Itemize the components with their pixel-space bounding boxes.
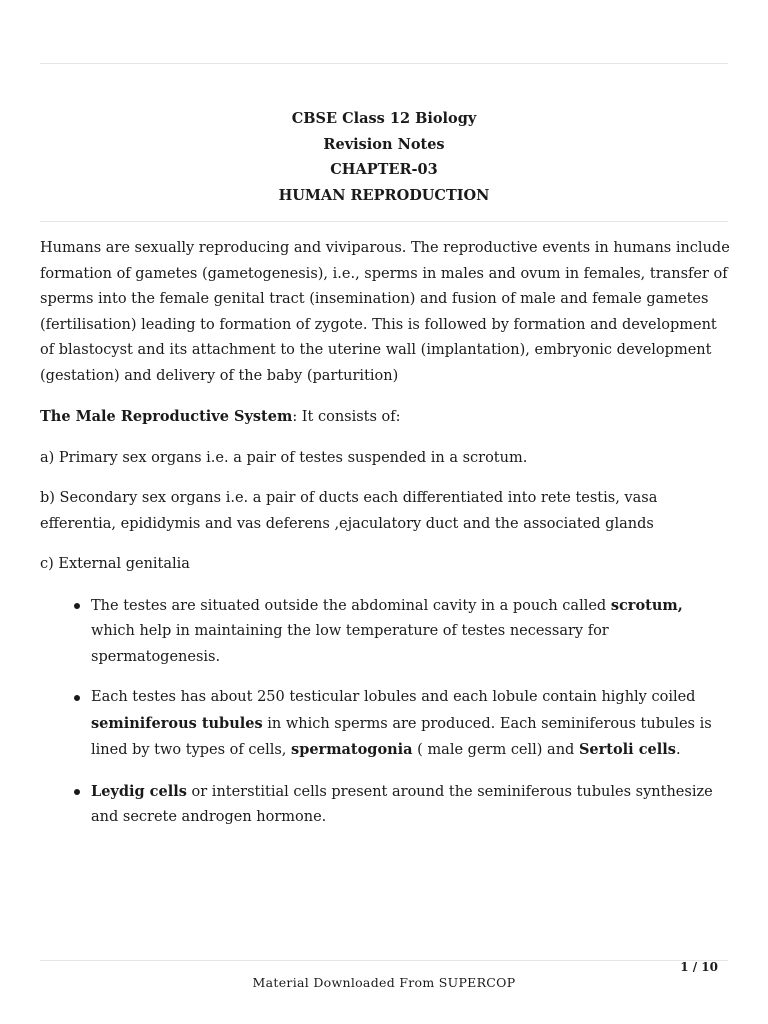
item-a-paragraph: a) Primary sex organs i.e. a pair of testes suspended in a scrotum. (40, 449, 528, 466)
bullet1-text-end: which help in maintaining the low temperature of testes necessary for spermatogenesis. (91, 623, 609, 665)
intro-paragraph: Humans are sexually reproducing and viviparous. The reproductive events in humans include formation of gametes (gametogenesis), i.e., sperms in males and ovum in females, transfer of sperms into the female genital tract (insemination) and fusion of male and female gametes (fertilisation) leading to formation of zygote. This is followed by formation and development of blastocyst and its attachment to the uterine wall (implantation), embryonic development (gestation) and delivery of the baby (parturition) (40, 240, 730, 384)
bullet1-text: The testes are situated outside the abdominal cavity in a pouch called (91, 597, 611, 614)
notes-subtitle: Revision Notes (323, 135, 445, 153)
document-body (40, 236, 730, 846)
bullet2-bold-spermatogonia: spermatogonia (291, 741, 413, 758)
bullet-dot-icon (74, 695, 80, 701)
footer-divider (40, 960, 728, 961)
bullet3-bold: Leydig cells (91, 782, 187, 800)
chapter-number: CHAPTER-03 (330, 161, 438, 178)
document-title-block (0, 106, 768, 208)
male-system-heading: The Male Reproductive System (40, 408, 293, 425)
list-item (40, 779, 730, 831)
bullet1-bold: scrotum, (610, 596, 683, 614)
male-system-heading-rest: : It consists of: (292, 409, 401, 425)
bullet-dot-icon (74, 603, 80, 609)
bullet-list (40, 593, 730, 831)
bullet2-bold-tubules: seminiferous tubules (91, 714, 263, 732)
bullet2-text-mid: in which sperms are produced. Each seminiferous tubules is lined by two types of cells, (91, 715, 712, 758)
top-divider (40, 63, 728, 64)
chapter-title: HUMAN REPRODUCTION (278, 186, 490, 204)
bullet2-text: Each testes has about 250 testicular lobules and each lobule contain highly coiled (91, 689, 696, 705)
page-number: 1 / 10 (680, 960, 718, 974)
course-title: CBSE Class 12 Biology (291, 110, 477, 127)
list-item (40, 685, 730, 764)
bullet2-bold-sertoli: Sertoli cells (578, 741, 676, 758)
footer-credit: Material Downloaded From SUPERCOP (252, 975, 516, 990)
item-c-paragraph: c) External genitalia (40, 556, 190, 572)
bullet2-text-mid2: ( male germ cell) and (412, 742, 579, 758)
list-item (40, 593, 730, 671)
title-divider (40, 221, 728, 222)
bullet-dot-icon (74, 789, 80, 795)
item-b-paragraph: b) Secondary sex organs i.e. a pair of ducts each differentiated into rete testis, vasa efferentia, epididymis and vas deferens ,ejaculatory duct and the associated glands (40, 490, 658, 532)
bullet3-text: or interstitial cells present around the seminiferous tubules synthesize and secrete androgen hormone. (91, 783, 713, 825)
bullet2-text-end: . (675, 742, 681, 758)
male-system-paragraph (40, 404, 730, 431)
